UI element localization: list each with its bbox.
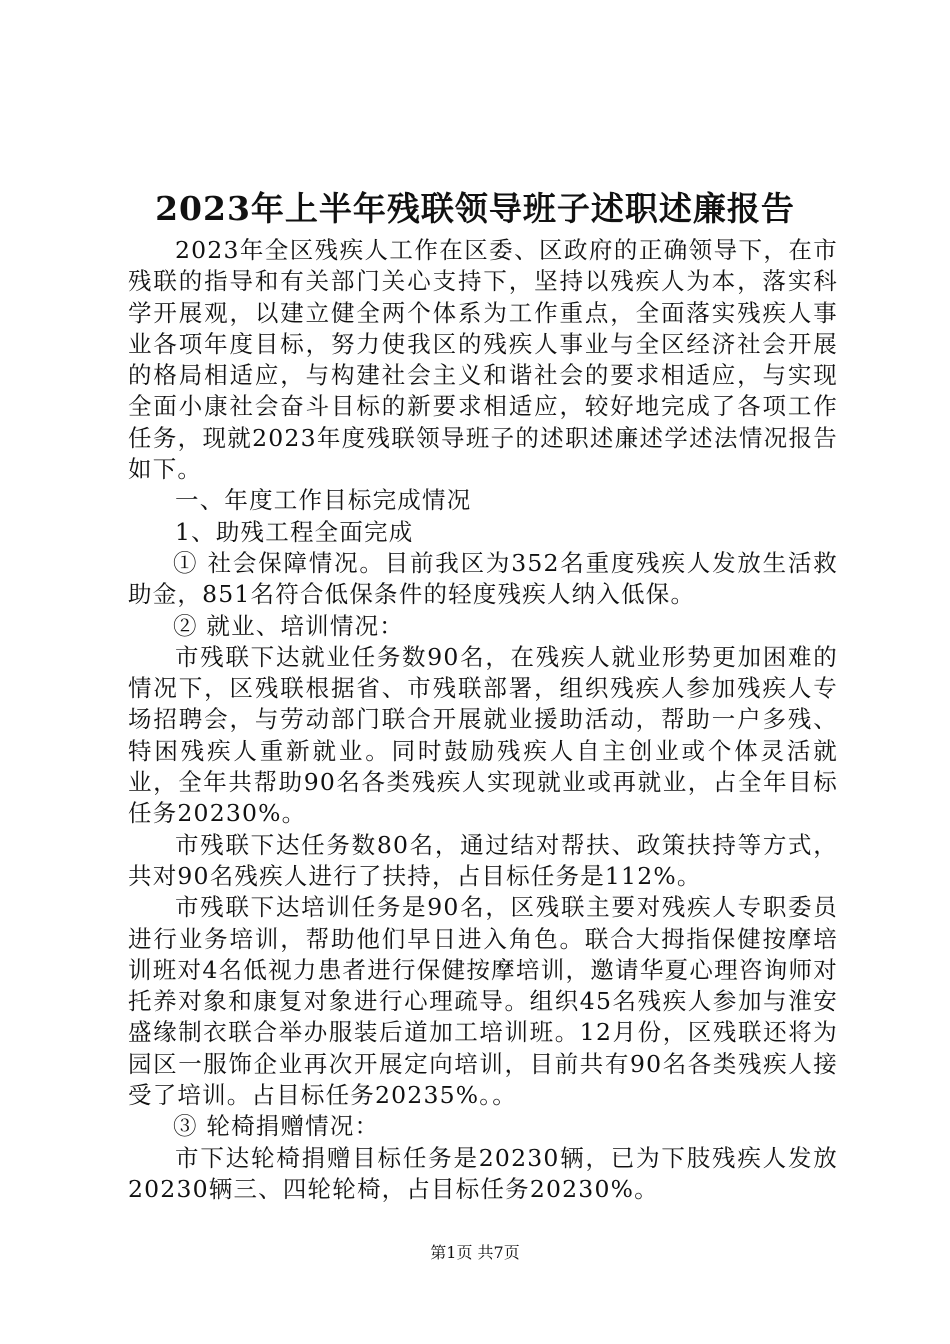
section-heading-annual-goals: 一、年度工作目标完成情况 <box>175 486 472 515</box>
document-title: 2023年上半年残联领导班子述职述廉报告 <box>155 189 795 228</box>
paragraph-social-security: ① 社会保障情况。目前我区为352名重度残疾人发放生活救助金，851名符合低保条件的轻度残疾人纳入低保。 <box>128 548 838 609</box>
subsection-heading-assistance-project: 1、助残工程全面完成 <box>175 517 414 546</box>
item-heading-wheelchair: ③ 轮椅捐赠情况： <box>173 1112 380 1141</box>
paragraph-wheelchair: 市下达轮椅捐赠目标任务是20230辆，已为下肢残疾人发放20230辆三、四轮轮椅，占目标任务20230%。 <box>128 1143 838 1203</box>
paragraph-employment: 市残联下达就业任务数90名，在残疾人就业形势更加困难的情况下，区残联根据省、市残联部署，组织残疾人参加残疾人专场招聘会，与劳动部门联合开展就业援助活动，帮助一户多残、特困残疾人重新就业。同时鼓励残疾人自主创业或个体灵活就业，全年共帮助90名各类残疾人实现就业或再就业，占全年目标任务20230%。 <box>128 642 838 828</box>
paragraph-support: 市残联下达任务数80名，通过结对帮扶、政策扶持等方式，共对90名残疾人进行了扶持，占目标任务是112%。 <box>128 830 838 890</box>
page-indicator: 第1页 共7页 <box>430 1243 520 1262</box>
item-heading-employment-training: ② 就业、培训情况： <box>173 611 404 640</box>
paragraph-intro: 2023年全区残疾人工作在区委、区政府的正确领导下，在市残联的指导和有关部门关心支持下，坚持以残疾人为本，落实科学开展观，以建立健全两个体系为工作重点，全面落实残疾人事业各项年度目标，努力使我区的残疾人事业与全区经济社会开展的格局相适应，与构建社会主义和谐社会的要求相适应，与实现全面小康社会奋斗目标的新要求相适应，较好地完成了各项工作任务，现就2023年度残联领导班子的述职述廉述学述法情况报告如下。 <box>128 236 838 484</box>
document-body <box>128 235 838 1205</box>
paragraph-training: 市残联下达培训任务是90名，区残联主要对残疾人专职委员进行业务培训，帮助他们早日进入角色。联合大拇指保健按摩培训班对4名低视力患者进行保健按摩培训，邀请华夏心理咨询师对托养对象和康复对象进行心理疏导。组织45名残疾人参加与淮安盛缘制衣联合举办服装后道加工培训班。12月份，区残联还将为园区一服饰企业再次开展定向培训，目前共有90名各类残疾人接受了培训。占目标任务20235%。。 <box>128 893 838 1110</box>
